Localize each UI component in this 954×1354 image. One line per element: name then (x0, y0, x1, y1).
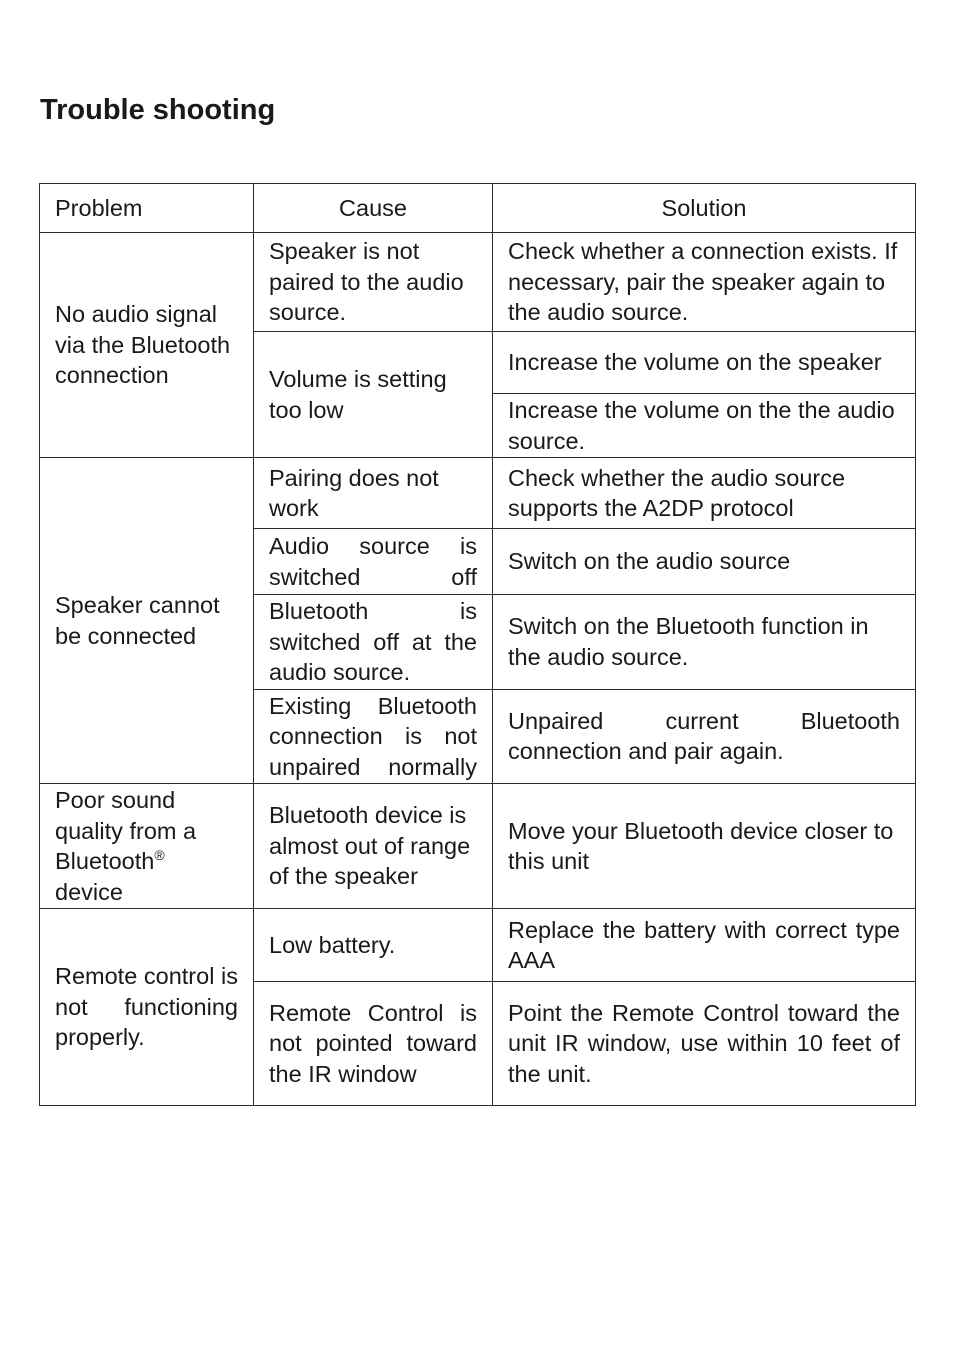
table-row (40, 909, 916, 982)
problem-cell (40, 784, 254, 909)
problem-cell: Speaker cannot be connected (40, 458, 254, 784)
page-title: Trouble shooting (40, 94, 276, 126)
problem-text-end: device (55, 878, 123, 905)
table-row (40, 458, 916, 529)
table-row (40, 233, 916, 332)
header-solution: Solution (493, 184, 916, 233)
cause-cell: Bluetooth device is almost out of range of the speaker (254, 784, 493, 909)
solution-cell: Replace the battery with correct type AAA (493, 909, 916, 982)
solution-cell: Check whether the audio source supports the A2DP protocol (493, 458, 916, 529)
cause-cell: Audio source is switched off (254, 529, 493, 595)
solution-cell: Switch on the audio source (493, 529, 916, 595)
solution-cell: Unpaired current Bluetooth connection and pair again. (493, 689, 916, 784)
cause-cell: Existing Bluetooth connection is not unpaired normally (254, 689, 493, 784)
problem-cell: Remote control is not functioning properly. (40, 909, 254, 1106)
cause-cell: Remote Control is not pointed toward the IR window (254, 982, 493, 1106)
table-header-row (40, 184, 916, 233)
solution-cell: Check whether a connection exists. If necessary, pair the speaker again to the audio source. (493, 233, 916, 332)
registered-mark: ® (154, 847, 165, 864)
solution-cell: Move your Bluetooth device closer to this unit (493, 784, 916, 909)
table-row (40, 784, 916, 909)
header-cause: Cause (254, 184, 493, 233)
cause-cell: Pairing does not work (254, 458, 493, 529)
solution-cell: Increase the volume on the speaker (493, 332, 916, 394)
problem-cell: No audio signal via the Bluetooth connection (40, 233, 254, 458)
problem-text: Poor sound quality from a Bluetooth (55, 787, 197, 874)
cause-cell: Speaker is not paired to the audio source. (254, 233, 493, 332)
solution-cell: Switch on the Bluetooth function in the audio source. (493, 595, 916, 690)
troubleshooting-table (39, 183, 916, 1106)
header-problem: Problem (40, 184, 254, 233)
cause-cell: Low battery. (254, 909, 493, 982)
solution-cell: Increase the volume on the the audio source. (493, 394, 916, 458)
solution-cell: Point the Remote Control toward the unit IR window, use within 10 feet of the unit. (493, 982, 916, 1106)
cause-cell: Volume is setting too low (254, 332, 493, 458)
cause-cell: Bluetooth is switched off at the audio source. (254, 595, 493, 690)
